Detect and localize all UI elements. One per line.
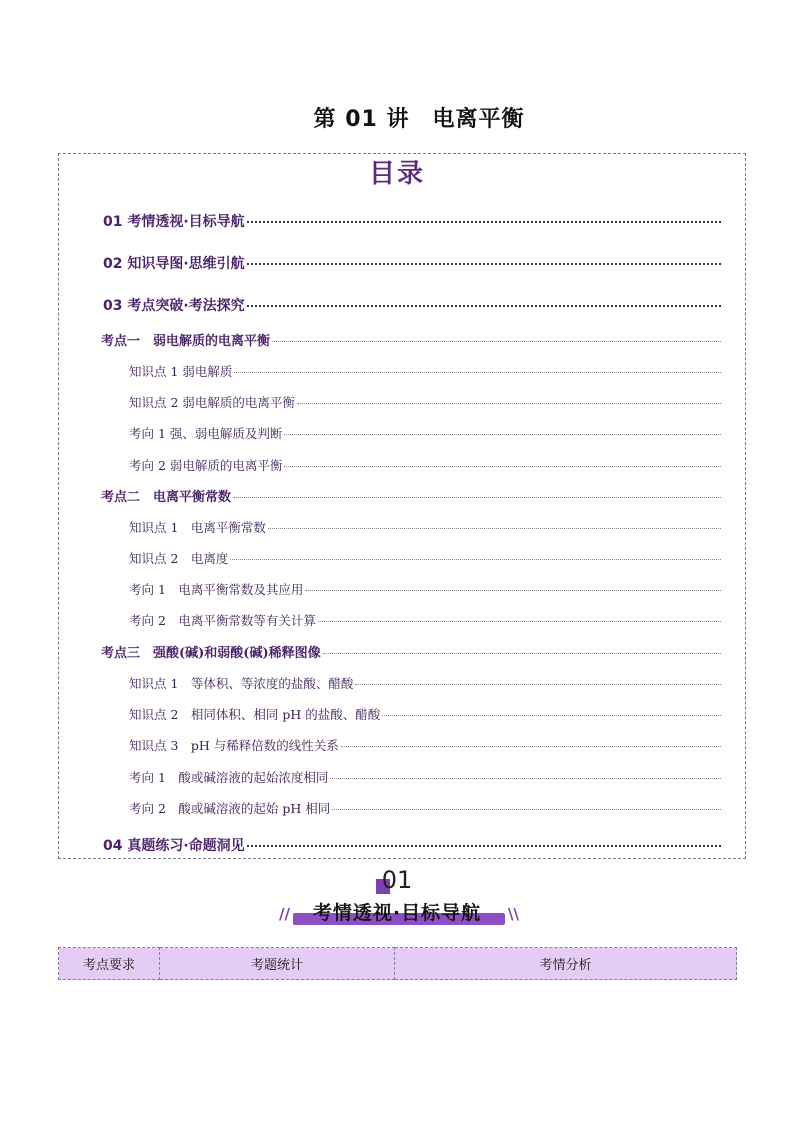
toc-leader — [247, 845, 721, 847]
document-title: 第 01 讲 电离平衡 — [313, 107, 525, 132]
exam-analysis-table — [58, 947, 737, 980]
toc-entry[interactable]: 知识点 3 pH 与稀释倍数的线性关系 — [129, 736, 721, 754]
toc-entry[interactable]: 考向 1 酸或碱溶液的起始浓度相同 — [129, 768, 721, 786]
toc-leader — [284, 434, 721, 435]
toc-leader — [247, 305, 721, 307]
toc-leader — [355, 684, 721, 685]
slash-decoration-left: // — [279, 905, 290, 923]
table-header-cell: 考情分析 — [395, 948, 737, 980]
toc-leader — [330, 778, 721, 779]
toc-entry[interactable]: 考向 1 电离平衡常数及其应用 — [129, 580, 721, 598]
toc-leader — [233, 497, 721, 498]
toc-entry[interactable]: 考向 2 酸或碱溶液的起始 pH 相同 — [129, 799, 721, 817]
toc-heading: 目录 — [368, 159, 425, 189]
toc-leader — [341, 746, 721, 747]
toc-entry[interactable]: 知识点 2 相同体积、相同 pH 的盐酸、醋酸 — [129, 705, 721, 723]
toc-leader — [247, 263, 721, 265]
toc-leader — [272, 341, 721, 342]
toc-entry[interactable]: 知识点 1 弱电解质 — [129, 362, 721, 380]
toc-entry[interactable]: 考点一 弱电解质的电离平衡 — [101, 330, 721, 349]
toc-leader — [234, 372, 721, 373]
toc-entry[interactable]: 考向 1 强、弱电解质及判断 — [129, 424, 721, 442]
section-title: 考情透视·目标导航 — [312, 902, 482, 924]
toc-leader — [268, 528, 721, 529]
toc-entry[interactable]: 01 考情透视·目标导航 — [103, 211, 721, 231]
slash-decoration-right: \\ — [508, 905, 519, 923]
toc-leader — [318, 621, 721, 622]
toc-entry[interactable]: 考点三 强酸(碱)和弱酸(碱)稀释图像 — [101, 642, 721, 661]
toc-leader — [332, 809, 721, 810]
toc-entry[interactable]: 03 考点突破·考法探究 — [103, 295, 721, 315]
toc-entry[interactable]: 02 知识导图·思维引航 — [103, 253, 721, 273]
toc-leader — [284, 466, 721, 467]
toc-leader — [297, 403, 721, 404]
table-header-cell: 考题统计 — [160, 948, 395, 980]
toc-entry[interactable]: 知识点 2 弱电解质的电离平衡 — [129, 393, 721, 411]
toc-leader — [230, 559, 721, 560]
toc-entry[interactable]: 知识点 1 等体积、等浓度的盐酸、醋酸 — [129, 674, 721, 692]
toc-leader — [305, 590, 721, 591]
toc-entry[interactable]: 知识点 1 电离平衡常数 — [129, 518, 721, 536]
toc-leader — [323, 653, 721, 654]
toc-entry[interactable]: 考向 2 电离平衡常数等有关计算 — [129, 611, 721, 629]
table-header-row — [59, 948, 737, 980]
section-number: 01 — [381, 866, 413, 894]
toc-entry[interactable]: 考点二 电离平衡常数 — [101, 486, 721, 505]
table-header-cell: 考点要求 — [59, 948, 160, 980]
toc-entry[interactable]: 知识点 2 电离度 — [129, 549, 721, 567]
toc-entry[interactable]: 考向 2 弱电解质的电离平衡 — [129, 456, 721, 474]
toc-leader — [382, 715, 721, 716]
toc-entry[interactable]: 04 真题练习·命题洞见 — [103, 835, 721, 855]
toc-leader — [247, 221, 721, 223]
